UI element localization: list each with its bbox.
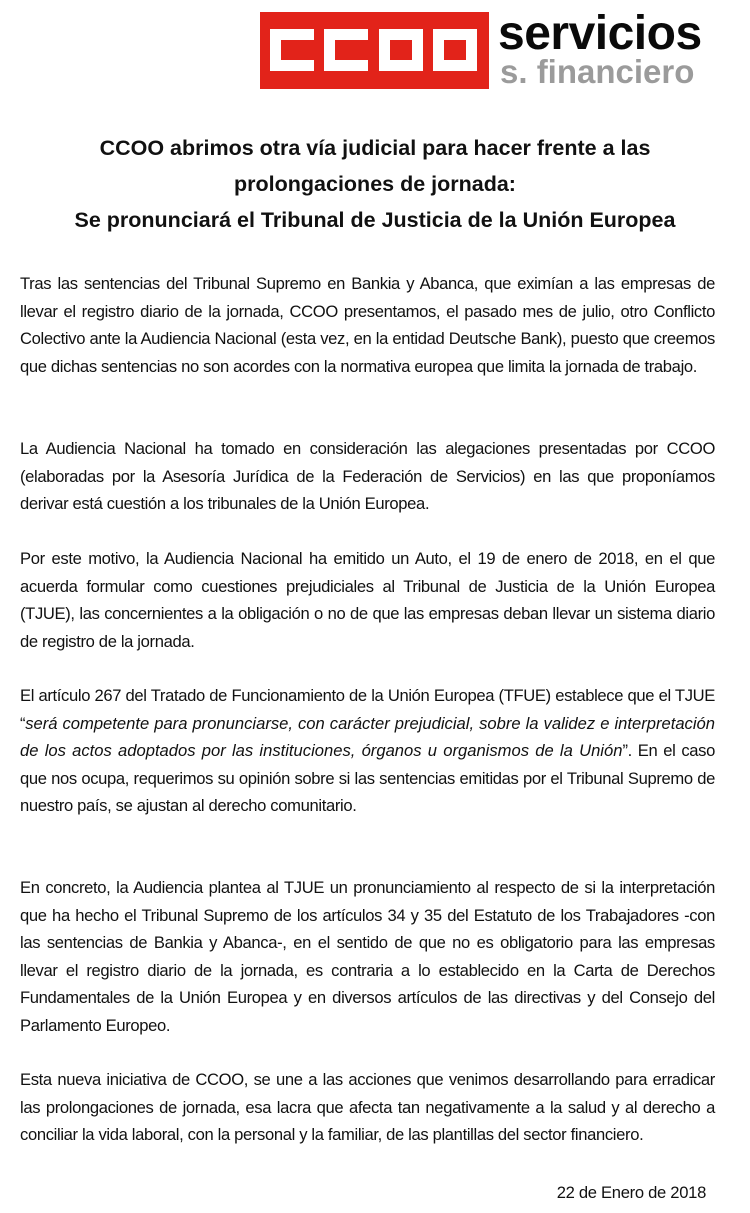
brand-name: servicios — [498, 7, 702, 60]
logo-letter-o-icon — [379, 29, 423, 71]
logo-letter-o-icon — [433, 29, 477, 71]
paragraph-4 — [20, 682, 715, 820]
paragraph-3-text: Por este motivo, la Audiencia Nacional ha emitido un Auto, el 19 de enero de 2018, en el que acuerda formular como cuestiones prejudiciales al Tribunal de Justicia de la Unión Europea (TJUE), las concernientes a la obligación o no de que las empresas deban llevar un sistema diario de registro de la jornada. — [20, 549, 715, 651]
paragraph-5 — [20, 874, 715, 1039]
title-line-3: Se pronunciará el Tribunal de Justicia de la Unión Europea — [74, 208, 676, 232]
ccoo-logo-mark — [260, 12, 489, 89]
logo-letter-c-icon — [270, 29, 314, 71]
ccoo-servicios-logo — [260, 7, 740, 90]
page-title — [0, 130, 750, 238]
paragraph-2 — [20, 435, 715, 518]
paragraph-6-text: Esta nueva iniciativa de CCOO, se une a las acciones que venimos desarrollando para erradicar las prolongaciones de jornada, esa lacra que afecta tan negativamente a la salud y al derecho a conciliar la vida laboral, con la personal y la familiar, de las plantillas del sector financiero. — [20, 1070, 715, 1144]
title-line-2: prolongaciones de jornada: — [234, 172, 516, 196]
logo-letter-c-icon — [324, 29, 368, 71]
paragraph-1 — [20, 270, 715, 380]
paragraph-1-text: Tras las sentencias del Tribunal Supremo en Bankia y Abanca, que eximían a las empresas de llevar el registro diario de la jornada, CCOO presentamos, el pasado mes de julio, otro Conflicto Colectivo ante la Audiencia Nacional (esta vez, en la entidad Deutsche Bank), puesto que creemos que dichas sentencias no son acordes con la normativa europea que limita la jornada de trabajo. — [20, 274, 715, 376]
document-date: 22 de Enero de 2018 — [556, 1183, 706, 1202]
paragraph-4-text-after: ”. En el caso que nos ocupa, requerimos su opinión sobre si las sentencias emitidas por el Tribunal Supremo de nuestro país, se ajustan al derecho comunitario. — [20, 741, 715, 815]
paragraph-6 — [20, 1066, 715, 1149]
paragraph-2-text: La Audiencia Nacional ha tomado en consideración las alegaciones presentadas por CCOO (elaboradas por la Asesoría Jurídica de la Federación de Servicios) en las que proponíamos derivar está cuestión a los tribunales de la Unión Europea. — [20, 439, 715, 513]
treaty-quote: será competente para pronunciarse, con carácter prejudicial, sobre la validez e interpretación de los actos adoptados por las instituciones, órganos u organismos de la Unión — [20, 713, 715, 760]
paragraph-3 — [20, 545, 715, 655]
title-line-1: CCOO abrimos otra vía judicial para hacer frente a las — [99, 136, 651, 160]
paragraph-4-text-before: El artículo 267 del Tratado de Funcionamiento de la Unión Europea (TFUE) establece que el TJUE “ — [20, 686, 715, 733]
brand-sector: s. financiero — [500, 53, 695, 90]
paragraph-5-text: En concreto, la Audiencia plantea al TJUE un pronunciamiento al respecto de si la interpretación que ha hecho el Tribunal Supremo de los artículos 34 y 35 del Estatuto de los Trabajadores -con las sentencias de Bankia y Abanca-, en el sentido de que no es obligatorio para las empresas llevar el registro diario de la jornada, es contraria a lo establecido en la Carta de Derechos Fundamentales de la Unión Europea y en diversos artículos de las directivas y del Consejo del Parlamento Europeo. — [20, 878, 715, 1035]
